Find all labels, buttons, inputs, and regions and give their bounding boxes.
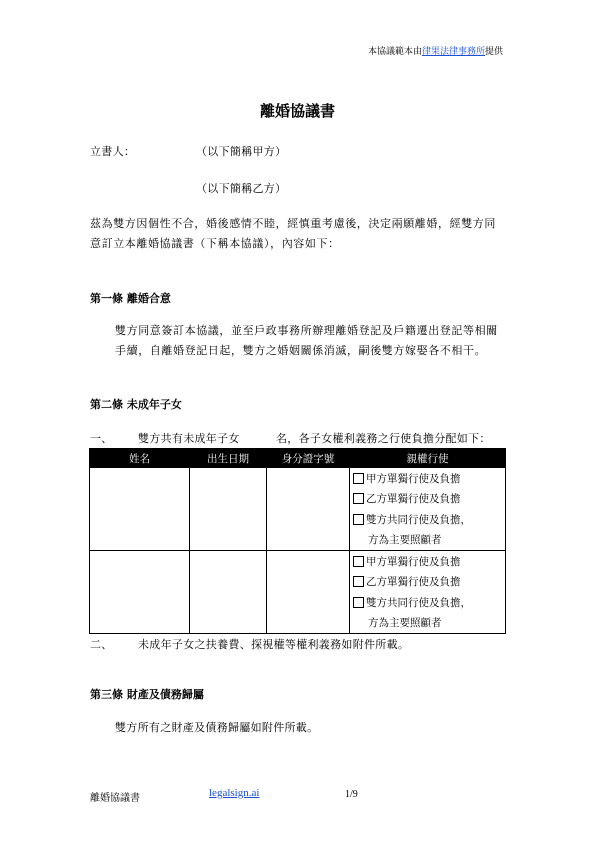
col-header-custody: 親權行使 [350,449,506,468]
article-1-body: 雙方同意簽訂本協議，並至戶政事務所辦理離婚登記及戶籍遷出登記等相關手續，自離婚登記日起，雙方之婚姻關係消滅，嗣後雙方嫁娶各不相干。 [115,324,498,357]
checkbox[interactable] [353,473,364,484]
article-1-heading: 第一條 離婚合意 [90,292,171,305]
option-continuation: 方為主要照顧者 [368,616,442,629]
birthdate-cell[interactable] [190,468,267,551]
article-2-heading: 第二條 未成年子女 [90,398,182,411]
custody-cell [350,468,506,551]
item-1-number: 一、 [90,432,113,445]
item-1-text-a: 雙方共有未成年子女 [138,432,240,445]
law-firm-link[interactable]: 律果法律事務所 [421,47,485,57]
col-header-name: 姓名 [90,449,190,468]
birthdate-cell[interactable] [190,551,267,634]
option-label: 雙方共同行使及負擔， [366,513,471,526]
option-continuation: 方為主要照顧者 [368,533,442,546]
item-2-text: 未成年子女之扶養費、探視權等權利義務如附件所載。 [138,638,410,651]
checkbox[interactable] [353,597,364,608]
col-header-id-number: 身分證字號 [267,449,350,468]
footer-page-number: 1/9 [345,789,358,800]
option-label: 雙方共同行使及負擔， [366,596,471,609]
footer-doc-name: 離婚協議書 [90,793,140,804]
checkbox[interactable] [353,556,364,567]
table-row [90,551,506,634]
checkbox[interactable] [353,576,364,587]
option-label: 甲方單獨行使及負擔 [366,555,461,568]
option-label: 甲方單獨行使及負擔 [366,472,461,485]
footer-site-link[interactable]: legalsign.ai [209,787,260,799]
page-header [368,44,503,57]
custody-option[interactable] [350,592,505,613]
party-a-note: （以下簡稱甲方） [196,145,287,158]
intro-paragraph: 茲為雙方因個性不合，婚後感情不睦，經慎重考慮後，決定兩願離婚，經雙方同意訂立本離婚協議書（下稱本協議），內容如下： [90,217,496,250]
checkbox[interactable] [353,493,364,504]
article-3-heading: 第三條 財產及債務歸屬 [90,688,204,701]
children-table [89,448,506,634]
custody-option[interactable] [350,509,505,530]
table-header-row [90,449,506,468]
article-3-body: 雙方所有之財產及債務歸屬如附件所載。 [115,721,319,734]
table-row [90,468,506,551]
option-label: 乙方單獨行使及負擔 [366,493,461,506]
custody-option[interactable] [350,489,505,510]
id-number-cell[interactable] [267,551,350,634]
signer-label: 立書人： [90,145,136,158]
custody-option[interactable] [350,551,505,572]
custody-cell [350,551,506,634]
document-title: 離婚協議書 [259,102,335,120]
option-label: 乙方單獨行使及負擔 [366,576,461,589]
col-header-birthdate: 出生日期 [190,449,267,468]
id-number-cell[interactable] [267,468,350,551]
header-suffix: 提供 [484,47,503,57]
custody-option[interactable] [350,468,505,489]
custody-option[interactable] [350,572,505,593]
party-b-note: （以下簡稱乙方） [196,182,287,195]
checkbox[interactable] [353,514,364,525]
header-prefix: 本協議範本由 [367,47,422,57]
name-cell[interactable] [90,551,190,634]
item-2-number: 二、 [90,638,113,651]
name-cell[interactable] [90,468,190,551]
item-1-text-b: 名，各子女權利義務之行使負擔分配如下： [276,432,491,445]
